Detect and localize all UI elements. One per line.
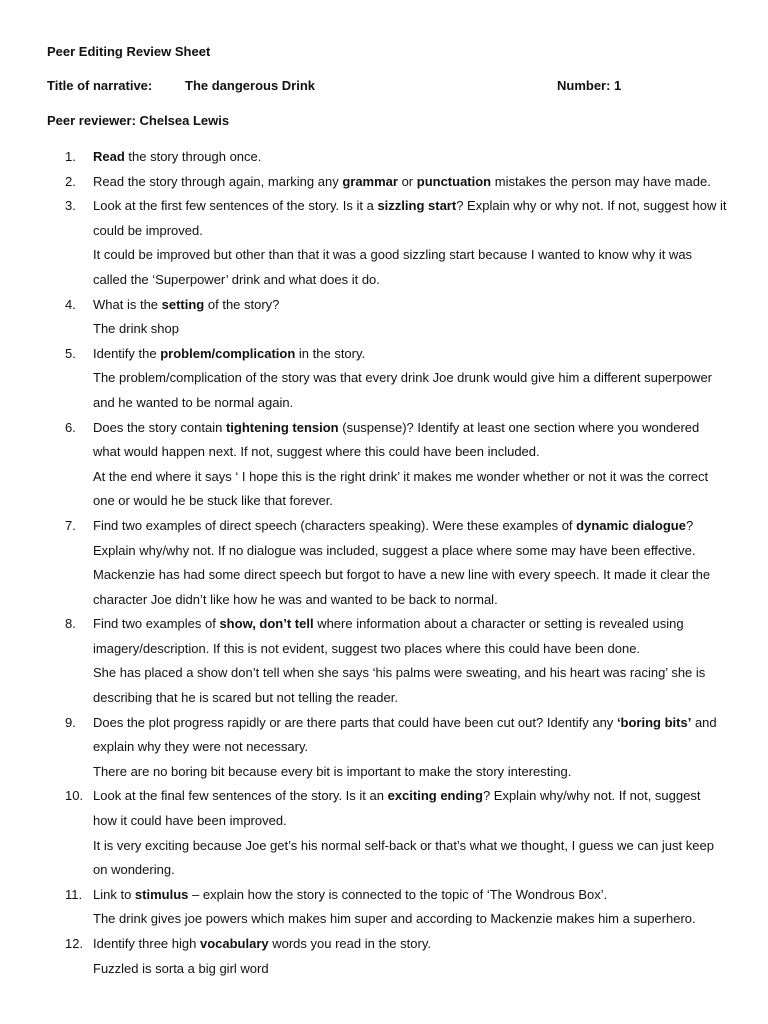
review-number: Number: 1 — [557, 78, 622, 93]
question-fragment: – explain how the story is connected to the topic of ‘The Wondrous Box’. — [188, 886, 608, 902]
question-fragment: ? Explain why/why not. If no dialogue was included, suggest a place where some may have been effective. — [93, 517, 696, 558]
question-text — [93, 194, 727, 243]
question-item — [47, 145, 727, 170]
emphasis-term: problem/complication — [160, 345, 296, 361]
question-fragment: Find two examples of — [93, 616, 220, 632]
answer-text: At the end where it says ‘ I hope this is the right drink’ it makes me wonder whether or not it was the correct one or would he be stuck like that forever. — [93, 468, 709, 509]
emphasis-term: punctuation — [416, 173, 492, 189]
answer-text: Fuzzled is sorta a big girl word — [93, 960, 269, 976]
question-fragment: Link to — [93, 886, 135, 902]
question-item — [47, 514, 727, 612]
question-number: 2. — [65, 173, 76, 189]
question-item — [47, 170, 727, 195]
emphasis-term: grammar — [342, 173, 398, 189]
question-fragment: mistakes the person may have made. — [491, 173, 711, 189]
question-item — [47, 932, 727, 981]
question-text — [93, 293, 727, 318]
question-fragment: words you read in the story. — [268, 936, 431, 951]
question-item — [47, 342, 727, 416]
question-number: 1. — [65, 149, 76, 164]
question-fragment: where information about a character or setting is revealed using imagery/description. If this is not evident, suggest two places where this could have been done. — [93, 616, 684, 656]
emphasis-term: Read — [93, 149, 125, 164]
question-fragment: Identify the — [93, 345, 161, 361]
question-number: 7. — [65, 517, 76, 533]
answer-text: The drink gives joe powers which makes him super and according to Mackenzie makes him a superhero. — [93, 911, 696, 927]
answer-text: It is very exciting because Joe get’s his normal self-back or that’s what we thought, I guess we can just keep on wondering. — [93, 837, 714, 878]
narrative-title-label: Title of narrative: — [47, 78, 153, 93]
question-text — [93, 612, 727, 661]
emphasis-term: exciting ending — [387, 788, 483, 804]
question-fragment: Find two examples of direct speech (characters speaking). Were these examples of — [93, 517, 577, 533]
question-fragment: and explain why they were not necessary. — [93, 714, 717, 755]
question-text — [93, 711, 727, 760]
sheet-title: Peer Editing Review Sheet — [47, 44, 211, 59]
answer-text: The drink shop — [93, 321, 179, 337]
question-fragment: in the story. — [295, 345, 366, 361]
emphasis-term: vocabulary — [199, 936, 269, 951]
question-fragment: Does the plot progress rapidly or are there parts that could have been cut out? Identify any — [93, 714, 617, 730]
question-number: 3. — [65, 198, 76, 214]
narrative-title-value: The dangerous Drink — [185, 78, 316, 93]
question-item — [47, 416, 727, 514]
emphasis-term: tightening tension — [225, 419, 339, 435]
answer-text: There are no boring bit because every bit is important to make the story interesting. — [93, 763, 572, 779]
answer-text: It could be improved but other than that it was a good sizzling start because I wanted to know why it was called the ‘Superpower’ drink and what does it do. — [93, 247, 693, 287]
emphasis-term: sizzling start — [377, 198, 457, 214]
question-fragment: What is the — [93, 296, 162, 312]
question-fragment: ? Explain why or why not. If not, suggest how it could be improved. — [93, 198, 727, 238]
question-item — [47, 883, 727, 932]
question-number: 8. — [65, 616, 76, 632]
question-item — [47, 784, 727, 882]
question-number: 9. — [65, 714, 76, 730]
answer-text: The problem/complication of the story was that every drink Joe drunk would give him a different superpower and he wanted to be normal again. — [93, 370, 713, 410]
question-text — [93, 416, 727, 465]
question-number: 10. — [65, 788, 84, 804]
emphasis-term: ‘boring bits’ — [616, 714, 692, 730]
question-fragment: the story through once. — [124, 149, 262, 164]
question-number: 6. — [65, 419, 76, 435]
question-list — [47, 145, 727, 981]
answer-text: Mackenzie has had some direct speech but forgot to have a new line with every speech. It made it clear the character Joe didn’t like how he was and wanted to be back to normal. — [93, 567, 711, 607]
question-fragment: Read the story through again, marking any — [93, 173, 343, 189]
question-number: 11. — [65, 886, 83, 902]
question-text — [93, 883, 727, 908]
emphasis-term: dynamic dialogue — [576, 517, 686, 533]
question-fragment: Does the story contain — [93, 419, 226, 435]
question-fragment: of the story? — [204, 296, 280, 312]
question-fragment: Look at the final few sentences of the story. Is it an — [93, 788, 388, 804]
peer-reviewer: Peer reviewer: Chelsea Lewis — [47, 113, 230, 128]
question-text — [93, 342, 727, 367]
question-text — [93, 932, 727, 957]
question-item — [47, 612, 727, 710]
emphasis-term: stimulus — [134, 886, 189, 902]
emphasis-term: setting — [161, 296, 205, 312]
question-text — [93, 145, 727, 170]
question-number: 5. — [65, 345, 76, 361]
question-item — [47, 194, 727, 292]
question-fragment: (suspense)? Identify at least one section where you wondered what would happen next. If not, suggest where this could have been included. — [93, 419, 700, 460]
answer-text: She has placed a show don’t tell when she says ‘his palms were sweating, and his heart was racing’ she is describing that he is scared but not telling the reader. — [93, 665, 706, 706]
question-number: 4. — [65, 296, 76, 312]
question-fragment: Look at the first few sentences of the story. Is it a — [93, 198, 378, 214]
question-fragment: Identify three high — [93, 936, 200, 951]
question-text — [93, 784, 727, 833]
question-item — [47, 711, 727, 785]
question-item — [47, 293, 727, 342]
emphasis-term: show, don’t tell — [219, 616, 314, 632]
question-text — [93, 170, 727, 195]
question-fragment: or — [397, 173, 417, 189]
question-number: 12. — [65, 936, 84, 951]
question-fragment: ? Explain why/why not. If not, suggest how it could have been improved. — [93, 788, 701, 829]
question-text — [93, 514, 727, 563]
